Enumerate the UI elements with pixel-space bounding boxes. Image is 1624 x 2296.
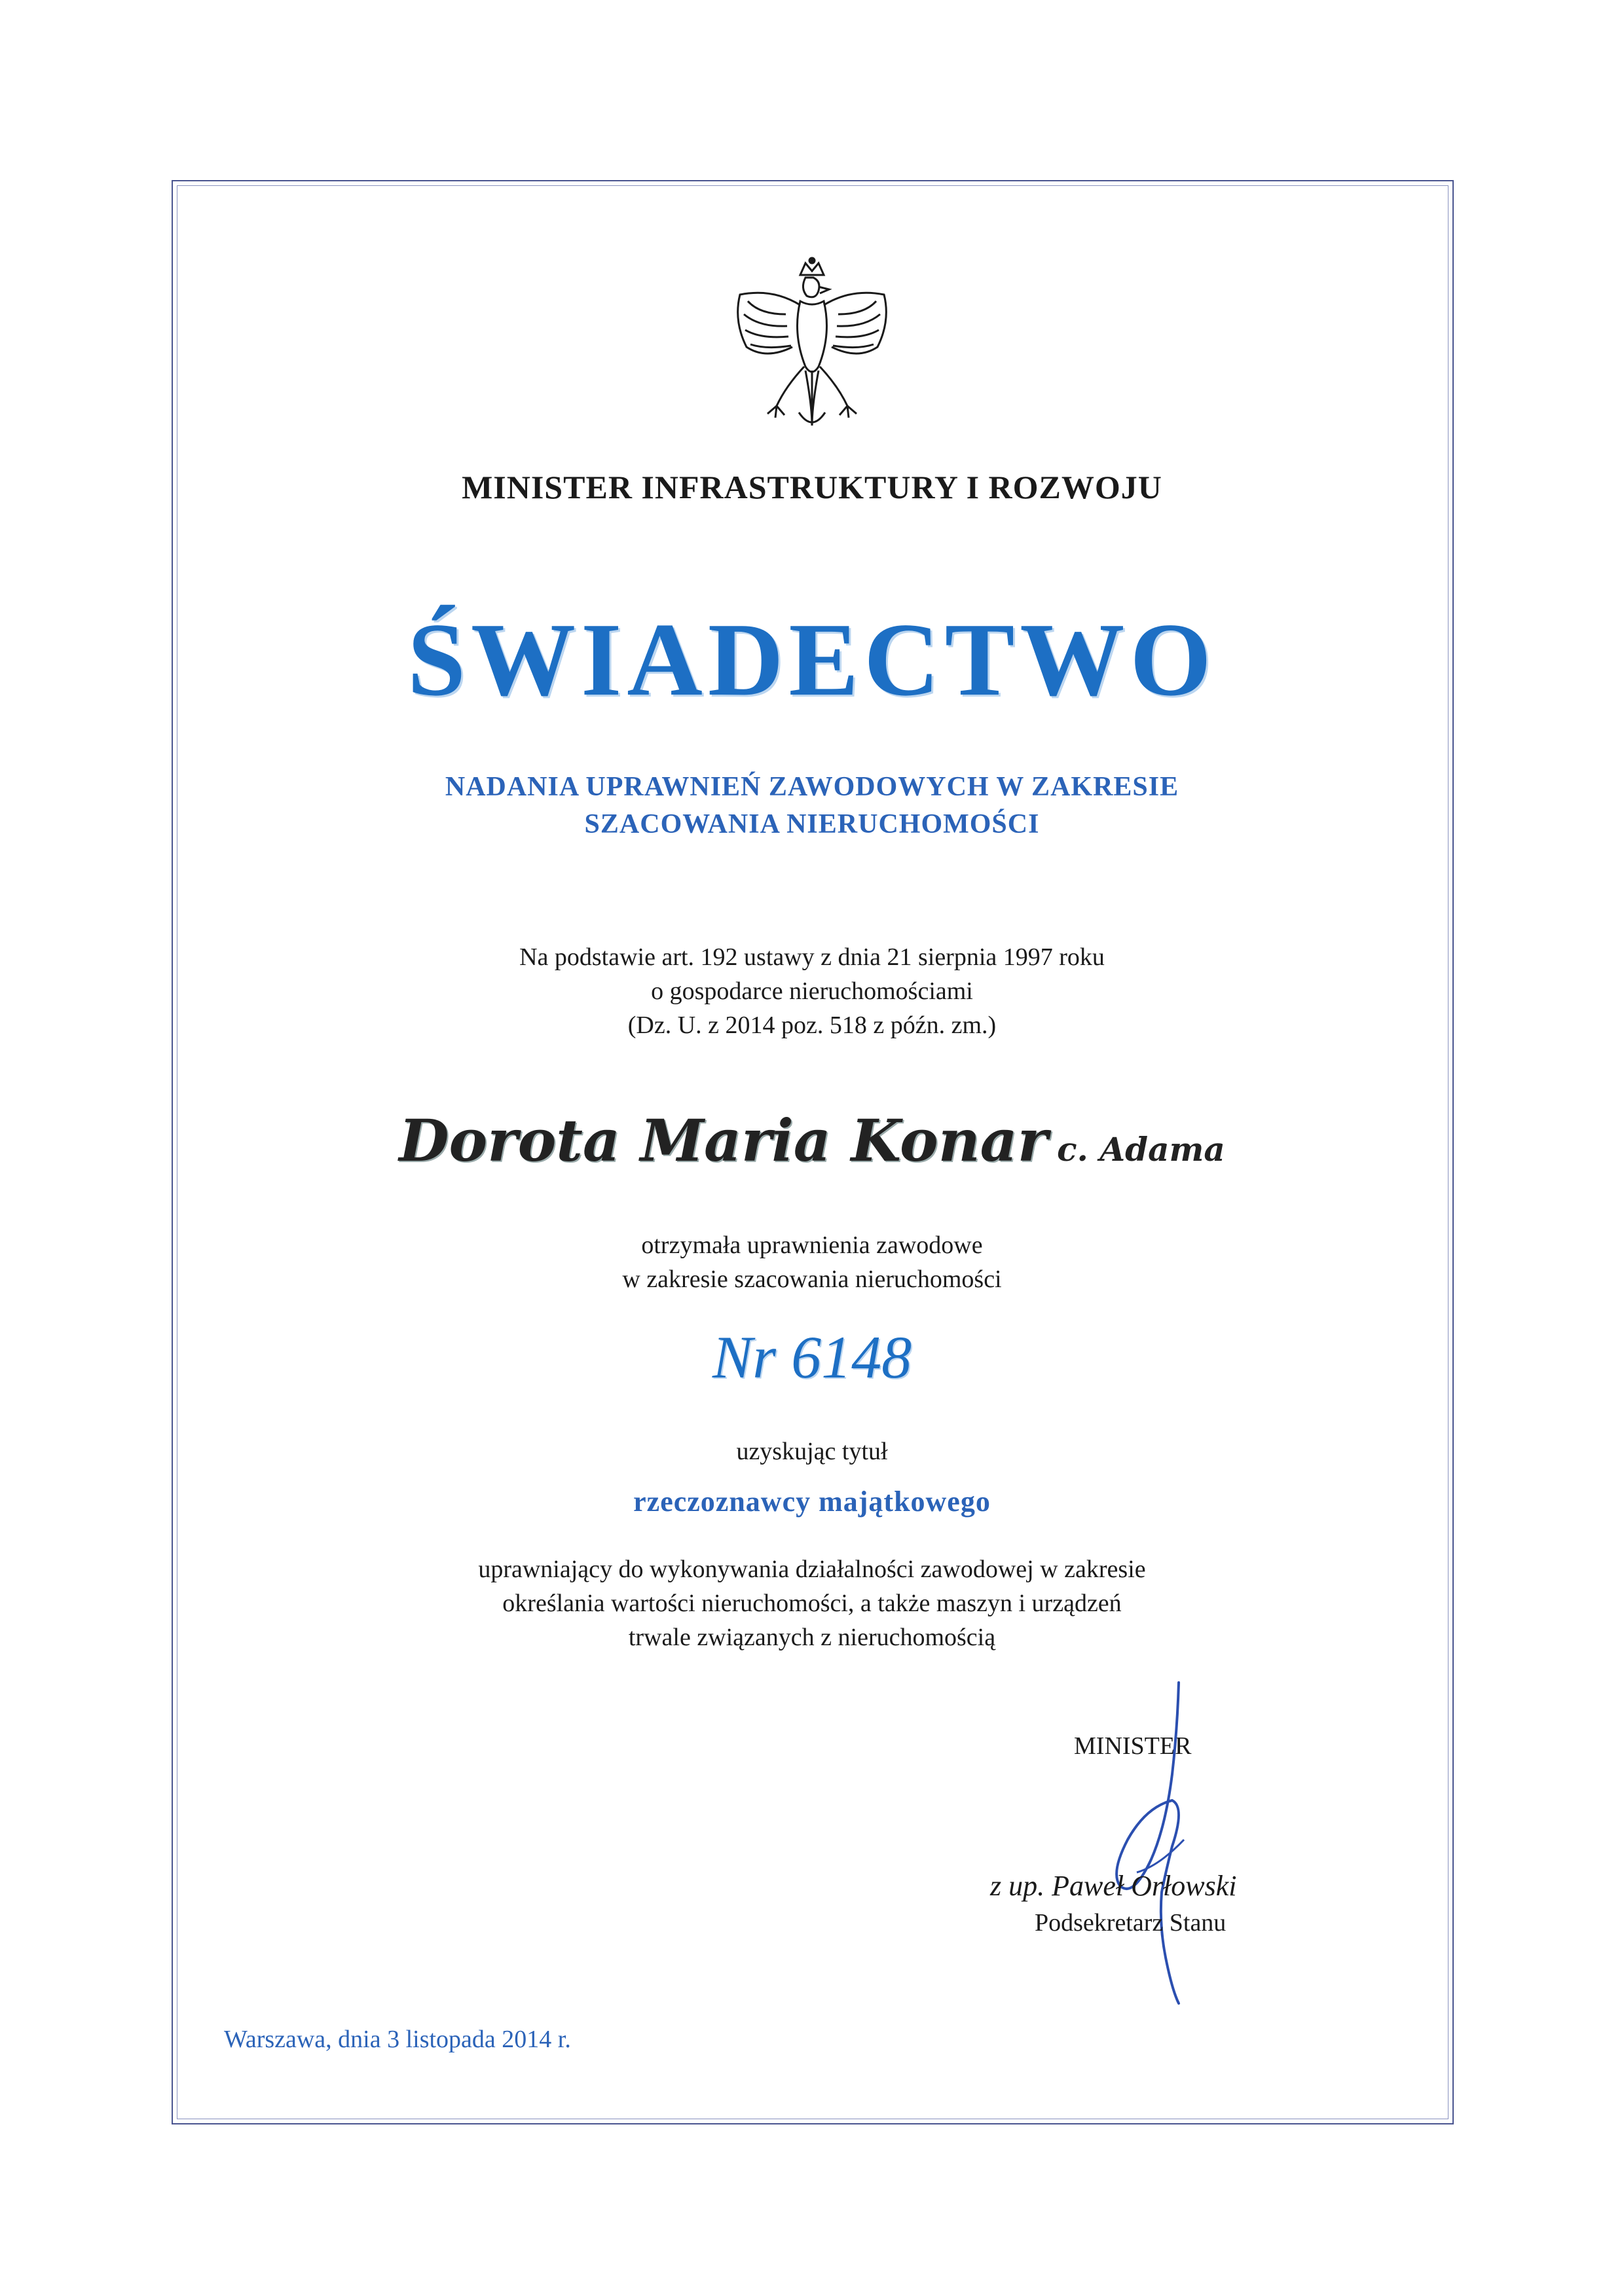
description-line-3: trwale związanych z nieruchomością	[628, 1624, 996, 1651]
ministry-heading: MINISTER INFRASTRUKTURY I ROZWOJU	[462, 469, 1162, 505]
signatory-name: z up. Paweł Orłowski	[990, 1870, 1237, 1902]
place-and-date: Warszawa, dnia 3 listopada 2014 r.	[224, 2026, 571, 2053]
signatory-role: Podsekretarz Stanu	[1035, 1909, 1227, 1937]
minister-label: MINISTER	[1074, 1732, 1192, 1760]
polish-eagle-emblem	[714, 249, 910, 445]
legal-basis-line-1: Na podstawie art. 192 ustawy z dnia 21 sierpnia 1997 roku	[519, 943, 1105, 971]
recipient-name: Dorota Maria Konar	[399, 1106, 1048, 1175]
obtaining-title-label: uzyskując tytuł	[736, 1438, 888, 1465]
subtitle-line-2: SZACOWANIA NIERUCHOMOŚCI	[584, 809, 1040, 839]
handwritten-signature	[1074, 1676, 1244, 2016]
subtitle-line-1: NADANIA UPRAWNIEŃ ZAWODOWYCH W ZAKRESIE	[445, 772, 1179, 802]
legal-basis-line-3: (Dz. U. z 2014 poz. 518 z późn. zm.)	[627, 1011, 997, 1039]
received-line-2: w zakresie szacowania nieruchomości	[622, 1266, 1002, 1293]
certificate-title: ŚWIADECTWO	[407, 601, 1217, 718]
description-line-1: uprawniający do wykonywania działalności zawodowej w zakresie	[478, 1556, 1146, 1583]
professional-title: rzeczoznawcy majątkowego	[633, 1485, 991, 1518]
description-line-2: określania wartości nieruchomości, a także maszyn i urządzeń	[502, 1590, 1122, 1617]
recipient-line	[0, 1106, 1624, 1175]
certificate-number: Nr 6148	[712, 1324, 912, 1391]
recipient-patronymic: c. Adama	[1057, 1130, 1225, 1169]
legal-basis-line-2: o gospodarce nieruchomościami	[651, 977, 973, 1005]
received-line-1: otrzymała uprawnienia zawodowe	[641, 1231, 983, 1259]
